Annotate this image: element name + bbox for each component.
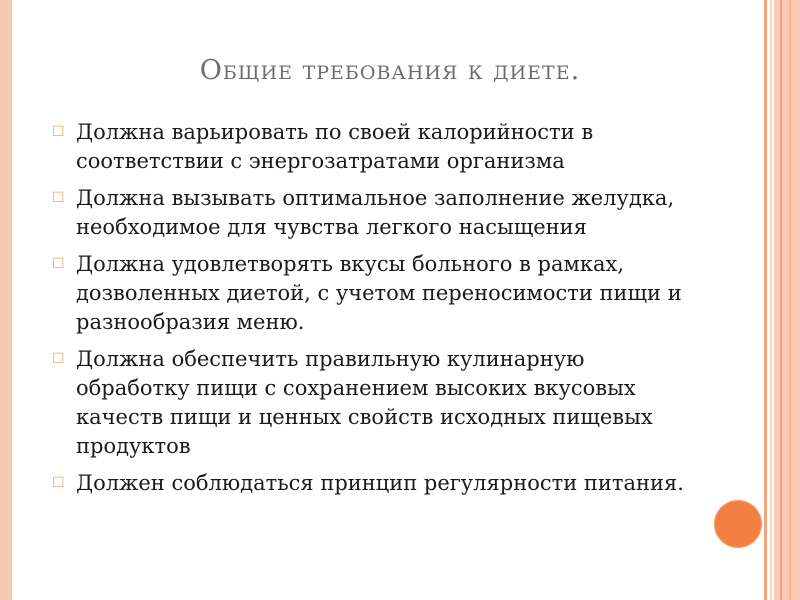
- left-decorative-stripe: [0, 0, 12, 600]
- right-decorative-line: [764, 0, 767, 600]
- bullet-text: Должна вызывать оптимальное заполнение желудка, необходимое для чувства легкого насыщения: [76, 186, 675, 239]
- bullet-list: [52, 118, 702, 506]
- list-item: [52, 118, 702, 176]
- right-decorative-line: [770, 0, 772, 600]
- bullet-text: Должен соблюдаться принцип регулярности питания.: [76, 471, 684, 495]
- list-item: [52, 469, 702, 498]
- right-decorative-band: [774, 0, 800, 600]
- list-item: [52, 250, 702, 337]
- bullet-text: Должна обеспечить правильную кулинарную обработку пищи с сохранением высоких вкусовых качеств пищи и ценных свойств исходных пищевых продуктов: [76, 347, 653, 458]
- bullet-icon: ☐: [52, 256, 65, 272]
- list-item: [52, 184, 702, 242]
- bullet-text: Должна варьировать по своей калорийности в соответствии с энергозатратами организма: [76, 120, 594, 173]
- bullet-text: Должна удовлетворять вкусы больного в рамках, дозволенных диетой, с учетом переносимости пищи и разнообразия меню.: [76, 252, 682, 334]
- bullet-icon: ☐: [52, 190, 65, 206]
- right-decorative-line: [789, 0, 791, 600]
- right-decorative-line: [780, 0, 782, 600]
- slide-title: Общие требования к диете.: [199, 55, 581, 86]
- list-item: [52, 345, 702, 461]
- bullet-icon: ☐: [52, 124, 65, 140]
- bullet-icon: ☐: [52, 475, 65, 491]
- bullet-icon: ☐: [52, 351, 65, 367]
- decorative-circle-icon: [714, 500, 762, 548]
